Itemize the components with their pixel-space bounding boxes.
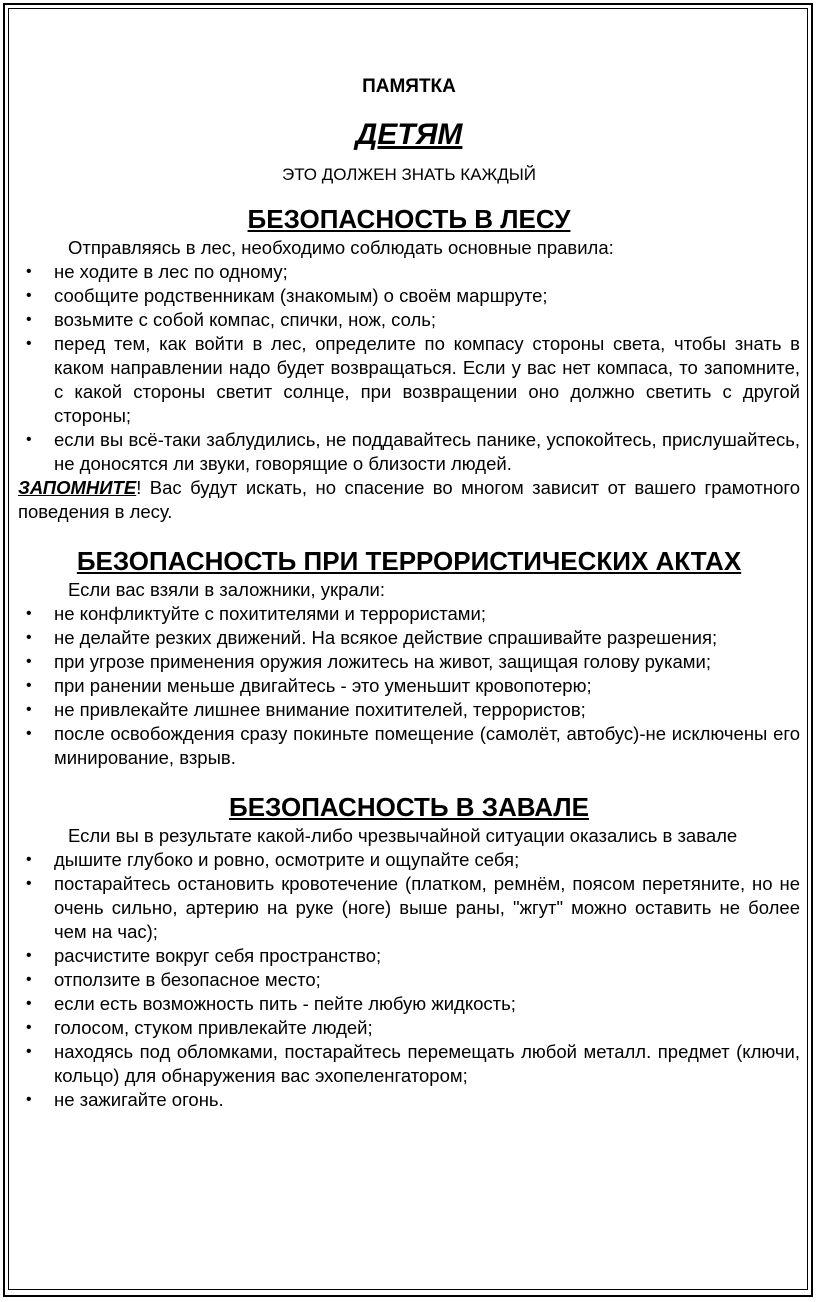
forest-note [18,476,800,524]
bullet-icon: • [26,875,32,892]
terror-rules-list [18,602,800,770]
note-emphasis: ЗАПОМНИТЕ [18,477,137,498]
bullet-icon: • [26,677,32,694]
bullet-icon: • [26,725,32,742]
bullet-icon: • [26,287,32,304]
list-item-text: расчистите вокруг себя пространство; [54,945,382,966]
memo-content [18,72,800,1112]
list-item-text: дышите глубоко и ровно, осмотрите и ощупайте себя; [54,849,520,870]
list-item [18,872,800,944]
list-item [18,602,800,626]
bullet-icon: • [26,431,32,448]
bullet-icon: • [26,629,32,646]
bullet-icon: • [26,1091,32,1108]
bullet-icon: • [26,311,32,328]
list-item [18,968,800,992]
list-item-text: постарайтесь остановить кровотечение (платком, ремнём, поясом перетяните, но не очень сильно, артерию на руке (ноге) выше раны, "жгут" можно оставить не более чем на час); [54,873,800,942]
list-item-text: возьмите с собой компас, спички, нож, соль; [54,309,437,330]
forest-lead: Отправляясь в лес, необходимо соблюдать основные правила: [68,237,614,258]
list-item-text: перед тем, как войти в лес, определите по компасу стороны света, чтобы знать в каком направлении надо будет возвращаться. Если у вас нет компаса, то запомните, с какой стороны светит солнце, при возвращении оно должно светить с другой стороны; [54,333,800,426]
list-item [18,428,800,476]
list-item-text: отползите в безопасное место; [54,969,321,990]
list-item-text: при угрозе применения оружия ложитесь на живот, защищая голову руками; [54,651,711,672]
debris-lead: Если вы в результате какой-либо чрезвычайной ситуации оказались в завале [68,825,738,846]
list-item-text: не зажигайте огонь. [54,1089,224,1110]
terror-heading: БЕЗОПАСНОСТЬ ПРИ ТЕРРОРИСТИЧЕСКИХ АКТАХ [76,546,742,576]
list-item [18,1016,800,1040]
memo-audience: ДЕТЯМ [355,118,463,151]
list-item-text: если вы всё-таки заблудились, не поддавайтесь панике, успокойтесь, прислушайтесь, не доносятся ли звуки, говорящие о близости людей. [54,429,800,474]
list-item-text: голосом, стуком привлекайте людей; [54,1017,373,1038]
list-item-text: находясь под обломками, постарайтесь перемещать любой металл. предмет (ключи, кольцо) для обнаружения вас эхопеленгатором; [54,1041,800,1086]
list-item [18,1088,800,1112]
list-item-text: не делайте резких движений. На всякое действие спрашивайте разрешения; [54,627,718,648]
bullet-icon: • [26,605,32,622]
debris-heading: БЕЗОПАСНОСТЬ В ЗАВАЛЕ [229,792,589,822]
list-item [18,992,800,1016]
bullet-icon: • [26,971,32,988]
debris-rules-list [18,848,800,1112]
list-item-text: после освобождения сразу покиньте помещение (самолёт, автобус)-не исключены его минирование, взрыв. [54,723,800,768]
bullet-icon: • [26,335,32,352]
list-item [18,260,800,284]
note-text: ! Вас будут искать, но спасение во многом зависит от вашего грамотного поведения в лесу. [18,477,800,522]
forest-heading: БЕЗОПАСНОСТЬ В ЛЕСУ [247,204,571,234]
memo-title: ПАМЯТКА [362,76,456,97]
bullet-icon: • [26,1019,32,1036]
bullet-icon: • [26,851,32,868]
bullet-icon: • [26,995,32,1012]
list-item [18,944,800,968]
forest-rules-list [18,260,800,476]
list-item [18,626,800,650]
list-item [18,284,800,308]
list-item [18,674,800,698]
list-item-text: не ходите в лес по одному; [54,261,288,282]
bullet-icon: • [26,653,32,670]
list-item [18,332,800,428]
bullet-icon: • [26,1043,32,1060]
bullet-icon: • [26,947,32,964]
list-item [18,650,800,674]
list-item [18,848,800,872]
bullet-icon: • [26,701,32,718]
list-item-text: сообщите родственникам (знакомым) о своём маршруте; [54,285,548,306]
list-item [18,722,800,770]
list-item [18,698,800,722]
list-item-text: если есть возможность пить - пейте любую жидкость; [54,993,516,1014]
list-item-text: не конфликтуйте с похитителями и террористами; [54,603,486,624]
bullet-icon: • [26,263,32,280]
list-item-text: не привлекайте лишнее внимание похитителей, террористов; [54,699,586,720]
list-item-text: при ранении меньше двигайтесь - это уменьшит кровопотерю; [54,675,592,696]
terror-lead: Если вас взяли в заложники, украли: [68,579,385,600]
list-item [18,1040,800,1088]
memo-subtitle: ЭТО ДОЛЖЕН ЗНАТЬ КАЖДЫЙ [281,165,537,184]
list-item [18,308,800,332]
